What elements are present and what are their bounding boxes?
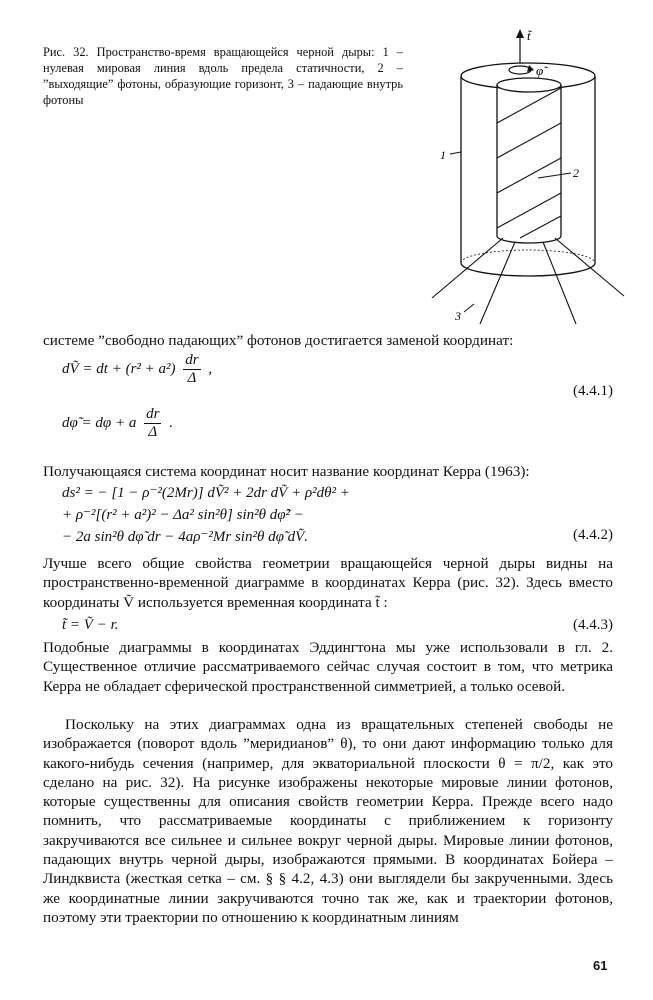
equation-4-4-2-line-3: − 2a sin²θ dφ̃ dr − 4aρ⁻²Mr sin²θ dφ̃ dṼ. bbox=[62, 529, 309, 545]
horizon-spiral-lines bbox=[497, 88, 561, 238]
rotating-black-hole-diagram bbox=[430, 28, 626, 328]
label-1: 1 bbox=[440, 148, 446, 162]
inner-cylinder-top bbox=[497, 78, 561, 92]
page-number: 61 bbox=[593, 958, 608, 973]
paragraph-similar-diagrams: Подобные диаграммы в координатах Эддингтона мы уже использовали в гл. 2. Существенное отличие рассматриваемого сейчас случая состоит в том, что метрика Керра не обладает сферической пространственной симметрией, а только осевой. bbox=[43, 639, 613, 695]
label-3-leader bbox=[464, 304, 474, 312]
kerr-coordinates-line: Получающаяся система координат носит название координат Керра (1963): bbox=[43, 463, 530, 480]
phi-label: φ̃ bbox=[536, 63, 544, 78]
equation-4-4-1-number: (4.4.1) bbox=[573, 383, 613, 399]
intro-line: системе ”свободно падающих” фотонов достигается заменой координат: bbox=[43, 332, 514, 349]
equation-4-4-2-line-1: ds² = − [1 − ρ⁻²(2Mr)] dṼ² + 2dr dṼ + ρ²dθ² + bbox=[62, 485, 350, 501]
label-2: 2 bbox=[573, 166, 579, 180]
equation-4-4-2-number: (4.4.2) bbox=[573, 527, 613, 543]
time-axis-label: t̃ bbox=[527, 28, 531, 43]
equation-4-4-1-b: dφ̃ = dφ + a $\frac{dr}{\Delta}$ . bbox=[62, 406, 173, 440]
rotation-arrow-head-icon bbox=[527, 65, 534, 72]
time-axis-arrow-icon bbox=[516, 29, 524, 38]
infalling-photon-line bbox=[432, 238, 503, 298]
label-2-leader bbox=[538, 173, 571, 178]
outer-cylinder-bottom bbox=[461, 263, 595, 276]
infalling-photon-line bbox=[543, 242, 576, 324]
label-1-leader bbox=[450, 152, 461, 154]
equation-4-4-3-number: (4.4.3) bbox=[573, 617, 613, 633]
paragraph-best-properties: Лучше всего общие свойства геометрии вращающейся черной дыры видны на пространственно-временной диаграмме в координатах Керра (рис. 32). Здесь вместо координаты Ṽ используется временная координата t̃ : bbox=[43, 555, 613, 611]
inner-cylinder-bottom bbox=[497, 236, 561, 243]
label-3: 3 bbox=[455, 309, 461, 323]
figure-caption: Рис. 32. Пространство-время вращающейся черной дыры: 1 – нулевая мировая линия вдоль предела статичности, 2 – ”выходящие” фотоны, образующие горизонт, 3 – падающие внутрь фотоны bbox=[43, 45, 403, 107]
equation-4-4-2-line-2: + ρ⁻²[(r² + a²)² − Δa² sin²θ] sin²θ dφ̃² − bbox=[62, 507, 304, 523]
infalling-photon-line bbox=[480, 242, 515, 324]
equation-4-4-1-a: dṼ = dt + (r² + a²) $\frac{dr}{\Delta}$ , bbox=[62, 352, 213, 386]
paragraph-rotational-freedom: Поскольку на этих диаграммах одна из вращательных степеней свободы не изображается (поворот вдоль ”меридианов” θ), то они дают информацию только для какого-нибудь сечения (например, для экваториальной плоскости θ = π/2, как это сделано на рис. 32). На рисунке изображены некоторые мировые линии фотонов, которые существенны для описания свойств геометрии Керра. Прежде всего надо помнить, что рассматриваемые координаты с приближением к горизонту закручиваются все сильнее и сильнее вокруг черной дыры. Мировые линии фотонов, падающих внутрь черной дыры, изображаются прямыми. В координатах Бойера – Линдквиста (жесткая сетка – см. § § 4.2, 4.3) они выглядели бы закрученными. Здесь же координатные линии закручиваются точно так же, как и траектории фотонов, поэтому эти траектории по отношению к координатным линиям bbox=[43, 716, 613, 926]
infalling-photon-line bbox=[555, 238, 624, 296]
equation-4-4-3: t̃ = Ṽ − r. bbox=[62, 617, 119, 633]
